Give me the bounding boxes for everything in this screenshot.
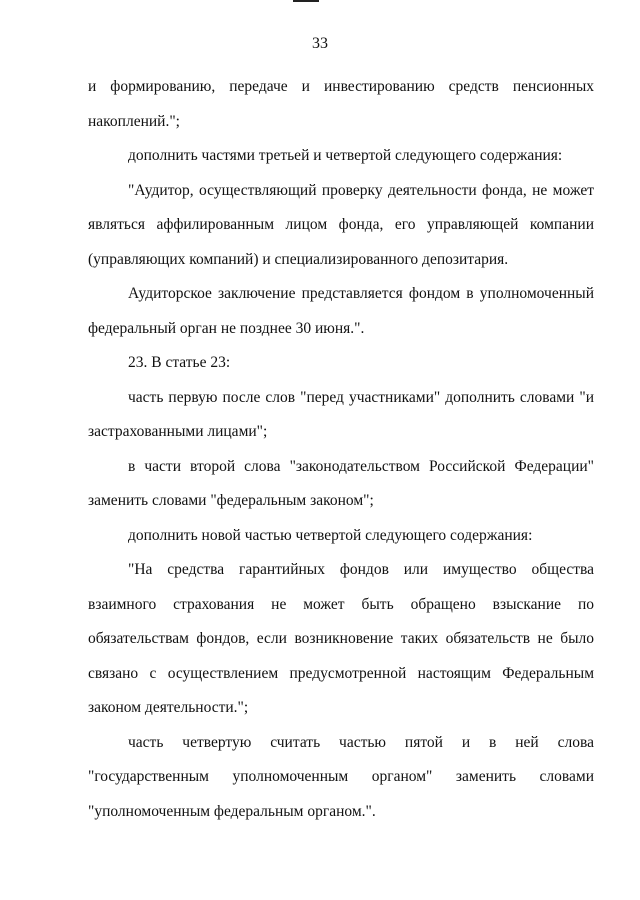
paragraph-6: часть первую после слов "перед участниками" дополнить словами "и застрахованными лицами";: [88, 388, 594, 440]
top-edge-mark: [293, 0, 319, 2]
page-number: 33: [312, 35, 328, 52]
paragraph-3: "Аудитор, осуществляющий проверку деятельности фонда, не может являться аффилированным лицом фонда, его управляющей компании (управляющих компаний) и специализированного депозитария.: [88, 181, 594, 268]
paragraph-5: 23. В статье 23:: [128, 354, 231, 371]
paragraph-10: часть четвертую считать частью пятой и в ней слова "государственным уполномоченным органом" заменить словами "уполномоченным федеральным органом.".: [88, 733, 594, 820]
paragraph-8: дополнить новой частью четвертой следующего содержания:: [128, 526, 533, 544]
document-body: [88, 70, 594, 829]
paragraph-4: Аудиторское заключение представляется фондом в уполномоченный федеральный орган не позднее 30 июня.".: [88, 285, 594, 337]
paragraph-1: и формированию, передаче и инвестированию средств пенсионных накоплений.";: [88, 78, 594, 130]
paragraph-2: дополнить частями третьей и четвертой следующего содержания:: [128, 147, 563, 164]
paragraph-7: в части второй слова "законодательством Российской Федерации" заменить словами "федеральным законом";: [88, 457, 594, 509]
paragraph-9: "На средства гарантийных фондов или имущество общества взаимного страхования не может быть обращено взыскание по обязательствам фондов, если возникновение таких обязательств не было связано с осуществлением предусмотренной настоящим Федеральным законом деятельности.";: [88, 561, 594, 716]
